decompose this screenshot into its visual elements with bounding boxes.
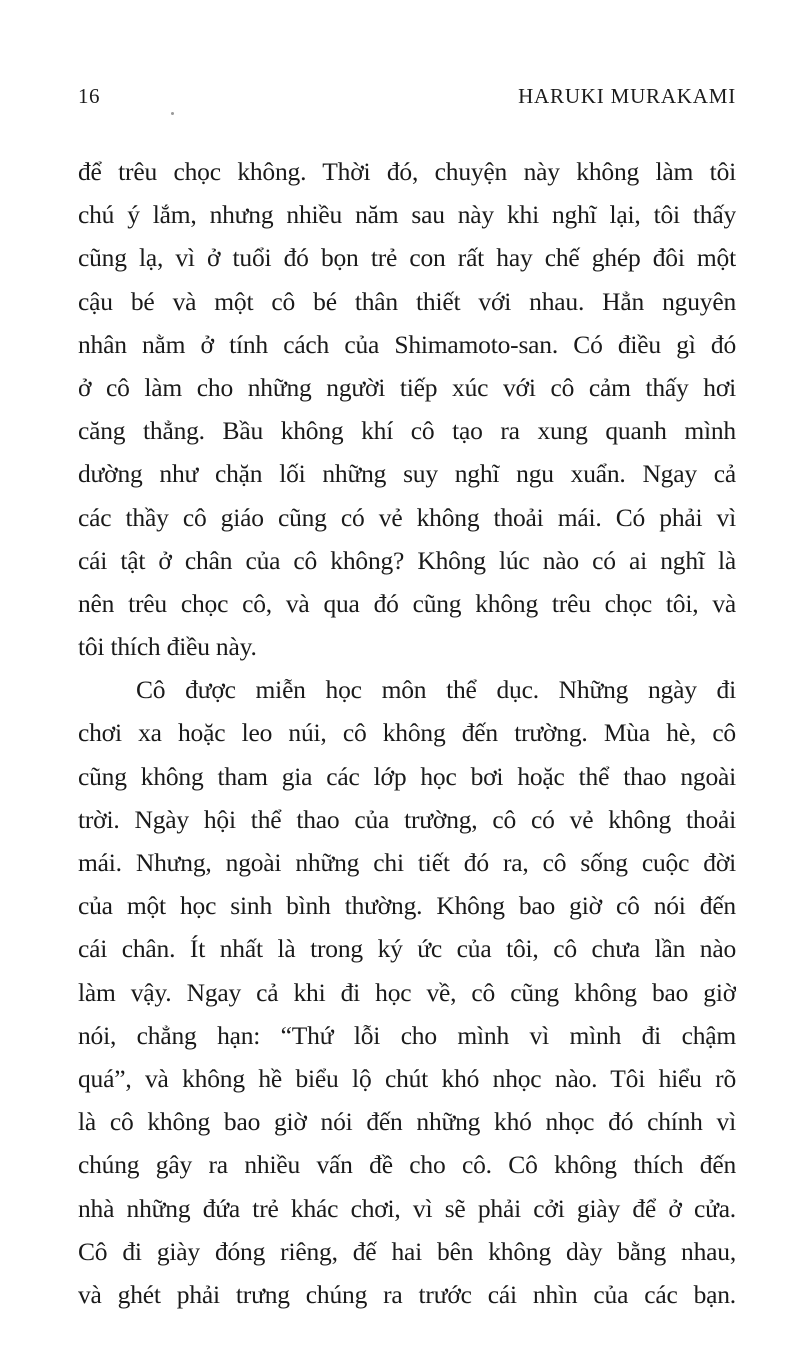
text-line: nhân nằm ở tính cách của Shimamoto-san. Có điều gì đó xyxy=(78,329,736,359)
running-title: HARUKI MURAKAMI xyxy=(518,84,736,108)
text-line: chúng gây ra nhiều vấn đề cho cô. Cô không thích đến xyxy=(78,1150,736,1180)
text-line: mái. Nhưng, ngoài những chi tiết đó ra, cô sống cuộc đời xyxy=(78,848,736,877)
text-line: nhà những đứa trẻ khác chơi, vì sẽ phải cởi giày để ở cửa. xyxy=(78,1193,736,1223)
text-line: cái tật ở chân của cô không? Không lúc nào có ai nghĩ là xyxy=(78,545,736,575)
page-header xyxy=(78,84,736,109)
text-line: chơi xa hoặc leo núi, cô không đến trường. Mùa hè, cô xyxy=(78,718,736,748)
text-line-paragraph-end: tôi thích điều này. xyxy=(78,632,257,662)
text-line: nên trêu chọc cô, và qua đó cũng không trêu chọc tôi, và xyxy=(78,588,736,618)
page-number: 16 xyxy=(78,84,100,108)
text-line: trời. Ngày hội thể thao của trường, cô có vẻ không thoải xyxy=(78,804,736,834)
text-line: chú ý lắm, nhưng nhiều năm sau này khi nghĩ lại, tôi thấy xyxy=(78,200,736,230)
text-line: làm vậy. Ngay cả khi đi học về, cô cũng không bao giờ xyxy=(78,977,736,1007)
text-line: cậu bé và một cô bé thân thiết với nhau. Hẳn nguyên xyxy=(78,286,736,316)
text-line: quá”, và không hề biểu lộ chút khó nhọc nào. Tôi hiểu rõ xyxy=(78,1063,736,1093)
text-line: ở cô làm cho những người tiếp xúc với cô cảm thấy hơi xyxy=(78,372,736,402)
text-line-paragraph-start: Cô được miễn học môn thể dục. Những ngày đi xyxy=(136,675,736,705)
text-line: các thầy cô giáo cũng có vẻ không thoải mái. Có phải vì xyxy=(78,502,736,532)
text-line: để trêu chọc không. Thời đó, chuyện này không làm tôi xyxy=(78,157,736,186)
text-line: là cô không bao giờ nói đến những khó nhọc đó chính vì xyxy=(78,1107,736,1137)
print-speck xyxy=(171,112,174,115)
text-line: Cô đi giày đóng riêng, đế hai bên không dày bằng nhau, xyxy=(78,1236,736,1266)
text-line: cũng không tham gia các lớp học bơi hoặc thể thao ngoài xyxy=(78,761,736,791)
page-body xyxy=(78,150,736,1316)
text-line: cũng lạ, vì ở tuổi đó bọn trẻ con rất hay chế ghép đôi một xyxy=(78,243,736,273)
text-line: căng thẳng. Bầu không khí cô tạo ra xung quanh mình xyxy=(78,416,736,446)
text-line: và ghét phải trưng chúng ra trước cái nhìn của các bạn. xyxy=(78,1279,736,1309)
text-line: nói, chẳng hạn: “Thứ lỗi cho mình vì mình đi chậm xyxy=(78,1020,736,1050)
text-line: cái chân. Ít nhất là trong ký ức của tôi, cô chưa lần nào xyxy=(78,934,736,964)
text-line: dường như chặn lối những suy nghĩ ngu xuẩn. Ngay cả xyxy=(78,459,736,489)
text-line: của một học sinh bình thường. Không bao giờ cô nói đến xyxy=(78,891,736,921)
